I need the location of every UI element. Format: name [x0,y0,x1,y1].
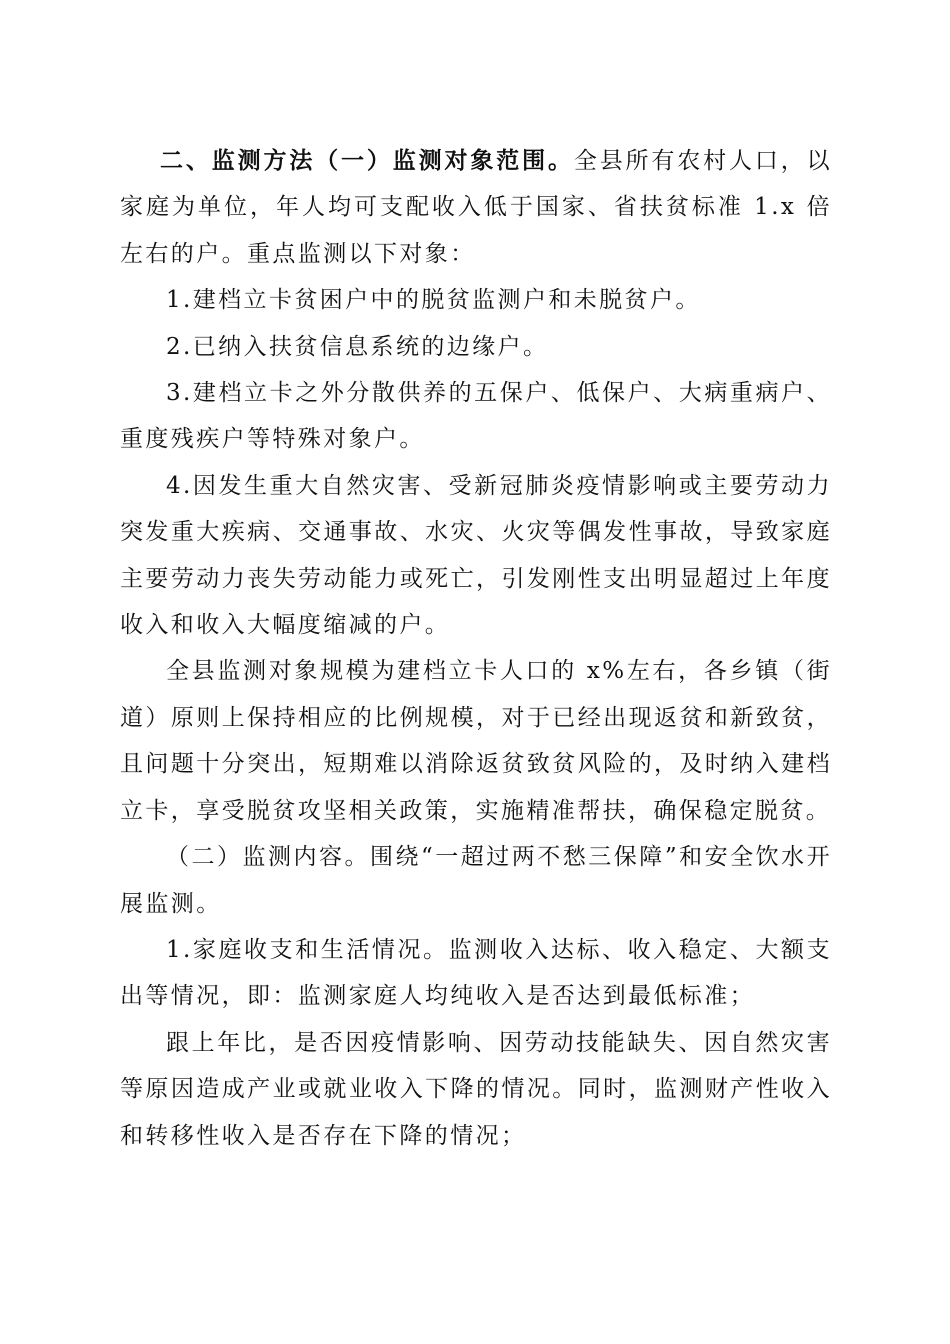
list-item-1: 1.建档立卡贫困户中的脱贫监测户和未脱贫户。 [166,287,701,314]
content-item-2: 跟上年比，是否因疫情影响、因劳动技能缺失、因自然灾害等原因造成产业或就业收入下降的情况。同时，监测财产性收入和转移性收入是否存在下降的情况； [120,1029,832,1149]
intro-paragraph [120,138,832,277]
content-paragraph: （二）监测内容。围绕“一超过两不愁三保障”和安全饮水开展监测。 [120,844,832,917]
scale-paragraph: 全县监测对象规模为建档立卡人口的 x%左右，各乡镇（街道）原则上保持相应的比例规模，对于已经出现返贫和新致贫，且问题十分突出，短期难以消除返贫致贫风险的，及时纳入建档立卡，享受脱贫攻坚相关政策，实施精准帮扶，确保稳定脱贫。 [120,658,832,824]
list-item-3: 3.建档立卡之外分散供养的五保户、低保户、大病重病户、重度残疾户等特殊对象户。 [120,380,832,453]
intro-text: 全县所有农村人口，以家庭为单位，年人均可支配收入低于国家、省扶贫标准 1.x 倍左右的户。重点监测以下对象： [120,148,833,267]
document-page [120,138,832,1159]
list-item-2: 2.已纳入扶贫信息系统的边缘户。 [166,333,549,360]
list-item-4: 4.因发生重大自然灾害、受新冠肺炎疫情影响或主要劳动力突发重大疾病、交通事故、水灾、火灾等偶发性事故，导致家庭主要劳动力丧失劳动能力或死亡，引发刚性支出明显超过上年度收入和收入大幅度缩减的户。 [120,472,832,639]
content-item-1: 1.家庭收支和生活情况。监测收入达标、收入稳定、大额支出等情况，即：监测家庭人均纯收入是否达到最低标准； [120,936,832,1010]
section-heading: 二、监测方法（一）监测对象范围。 [160,147,574,174]
